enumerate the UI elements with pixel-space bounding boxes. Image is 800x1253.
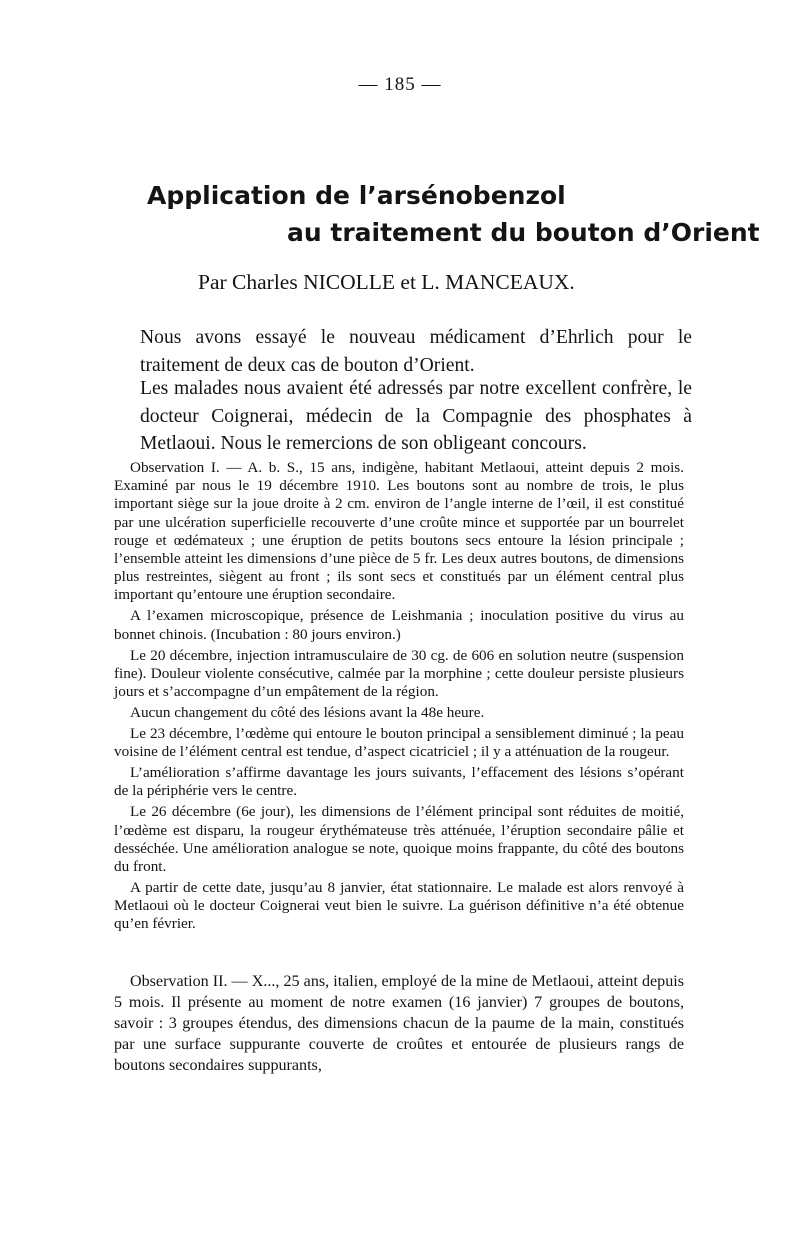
- observation-1-paragraph-1: Observation I. — A. b. S., 15 ans, indigène, habitant Metlaoui, atteint depuis 2 mois. Examiné par nous le 19 décembre 1910. Les boutons sont au nombre de trois, le plus important siège sur la joue droite à 2 cm. environ de l’angle interne de l’œil, il est constitué par une ulcération superficielle recouverte d’une croûte mince et supportée par un bourrelet rouge et œdémateux ; une éruption de petits boutons secs entoure la lésion principale ; l’ensemble atteint les dimensions d’une pièce de 5 fr. Les deux autres boutons, de dimensions plus restreintes, siègent au front ; ils sont secs et constitués par un élément central plus important qu’entoure une éruption secondaire.: [114, 459, 684, 604]
- observation-1-paragraph-2: A l’examen microscopique, présence de Leishmania ; inoculation positive du virus au bonnet chinois. (Incubation : 80 jours environ.): [114, 607, 684, 643]
- intro-text-1: Nous avons essayé le nouveau médicament d’Ehrlich pour le traitement de deux cas de bouton d’Orient.: [140, 327, 692, 376]
- intro-text-2: Les malades nous avaient été adressés par notre excellent confrère, le docteur Coignerai, médecin de la Compagnie des phosphates à Metlaoui. Nous le remercions de son obligeant concours.: [140, 378, 692, 454]
- observation-2-section: [114, 971, 684, 1079]
- author-byline: Par Charles NICOLLE et L. MANCEAUX.: [198, 270, 575, 294]
- observation-2-paragraph-1: Observation II. — X..., 25 ans, italien, employé de la mine de Metlaoui, atteint depuis 5 mois. Il présente au moment de notre examen (16 janvier) 7 groupes de boutons, savoir : 3 groupes étendus, des dimensions chacun de la paume de la main, constitués par une surface suppurante couverte de croûtes et entourée de plusieurs rangs de boutons secondaires suppurants,: [114, 973, 684, 1074]
- observation-1-paragraph-3: Le 20 décembre, injection intramusculaire de 30 cg. de 606 en solution neutre (suspension fine). Douleur violente consécutive, calmée par la morphine ; cette douleur persiste plusieurs jours et s’accompagne d’un empâtement de la région.: [114, 646, 684, 701]
- observation-1-paragraph-5: Le 23 décembre, l’œdème qui entoure le bouton principal a sensiblement diminué ; la peau voisine de l’élément central est tendue, d’aspect cicatriciel ; il y a atténuation de la rougeur.: [114, 725, 684, 761]
- observation-1-section: [114, 459, 684, 936]
- page-number: — 185 —: [358, 74, 442, 95]
- intro-paragraph-1: [140, 324, 692, 379]
- observation-1-paragraph-6: L’amélioration s’affirme davantage les jours suivants, l’effacement des lésions s’opérant de la périphérie vers le centre.: [114, 764, 684, 800]
- article-title-line-1: Application de l’arsénobenzol: [147, 181, 566, 210]
- observation-1-paragraph-7: Le 26 décembre (6e jour), les dimensions de l’élément principal sont réduites de moitié, l’œdème est disparu, la rougeur érythémateuse très atténuée, l’éruption secondaire pâlie et desséchée. Une amélioration analogue se note, quoique moins frappante, du côté des boutons du front.: [114, 803, 684, 876]
- article-title-line-2: au traitement du bouton d’Orient: [287, 218, 760, 247]
- observation-1-paragraph-4: Aucun changement du côté des lésions avant la 48e heure.: [130, 704, 485, 722]
- intro-paragraph-2: [140, 375, 692, 458]
- observation-1-paragraph-8: A partir de cette date, jusqu’au 8 janvier, état stationnaire. Le malade est alors renvoyé à Metlaoui où le docteur Coignerai veut bien le suivre. La guérison définitive n’a été obtenue qu’en février.: [114, 879, 684, 933]
